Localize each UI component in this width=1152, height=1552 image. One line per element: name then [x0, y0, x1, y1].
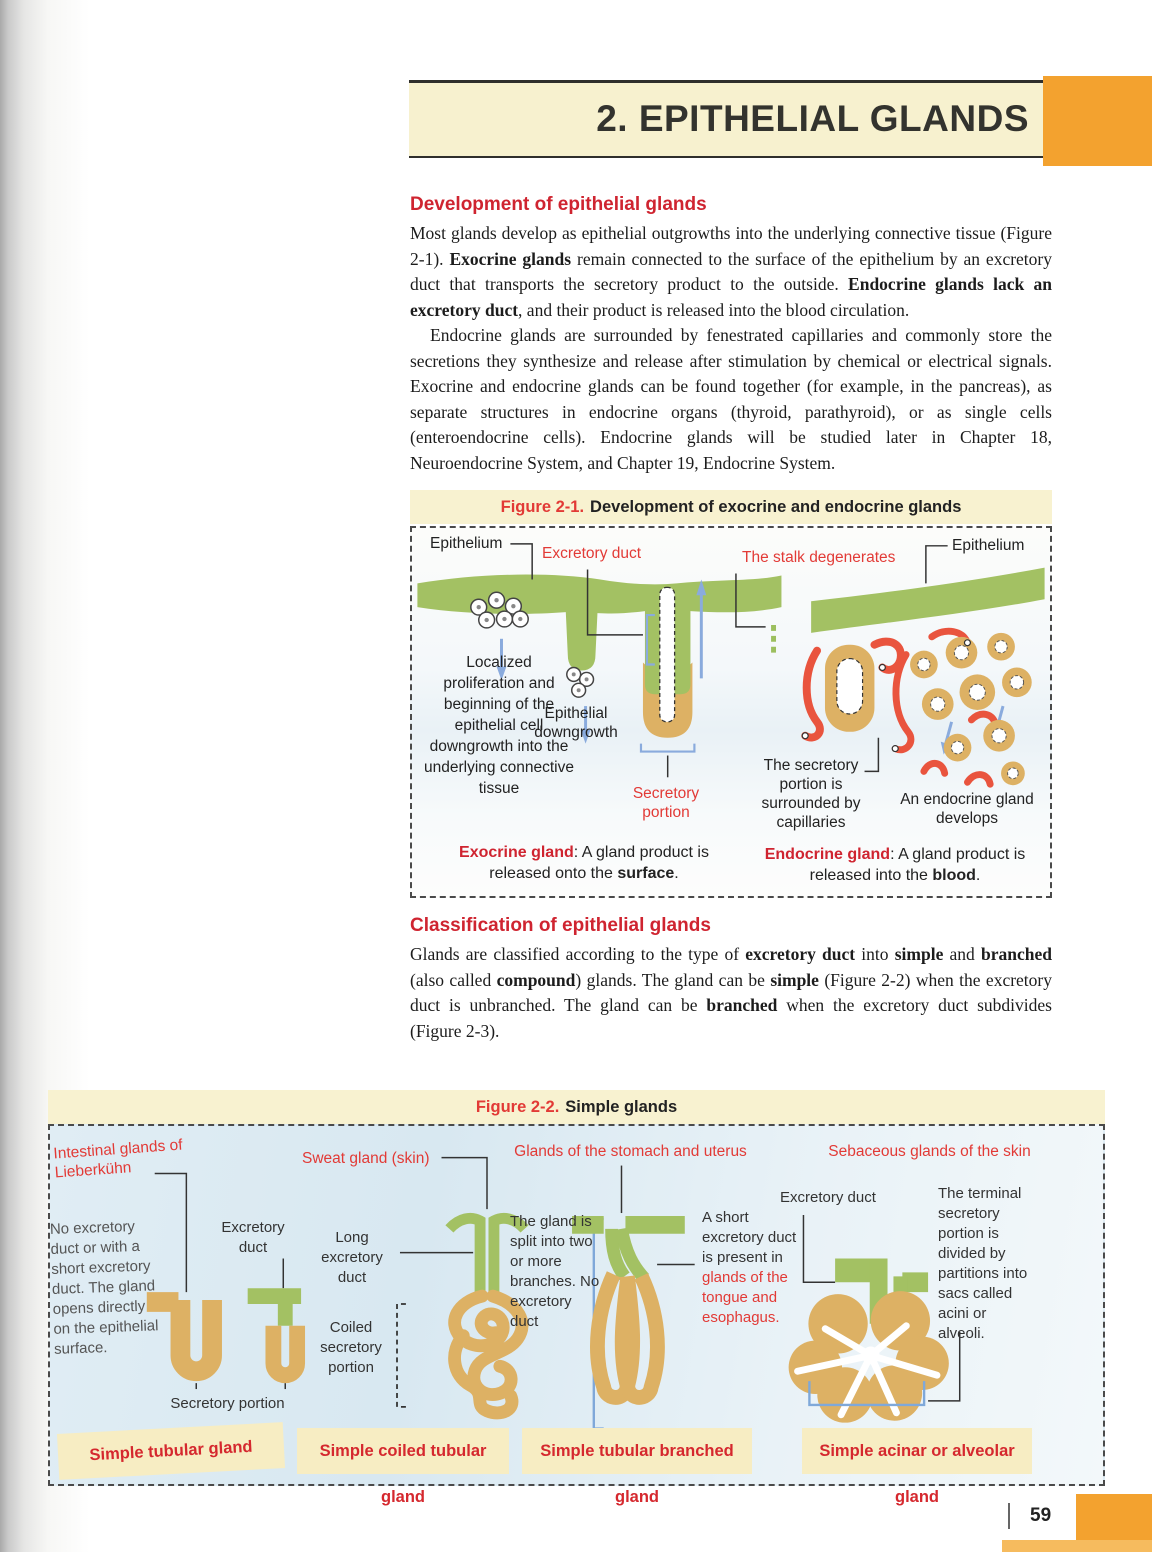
paragraph-development-1: Most glands develop as epithelial outgrowths into the underlying connective tissue (Figure 2-1). Exocrine glands remain connected to the surface of the epithelium by an excretory duct that transports the secretory product to the outside. Endocrine glands lack an excretory duct, and their product is released into the blood circulation.: [410, 223, 1053, 320]
dashed-bracket: [397, 1304, 406, 1407]
label-excretory-duct-1: Excretory duct: [221, 1219, 285, 1256]
label-excretory-duct-4: Excretory duct: [780, 1189, 876, 1206]
simple-acinar-gland-drawing: [789, 1259, 949, 1423]
label-epithelium-left: Epithelium: [430, 535, 503, 552]
note-terminal-secretory: The terminal secretory portion is divided by partitions into sacs called acini or alveoli.: [938, 1185, 1028, 1342]
label-stalk-degenerates: The stalk degenerates: [742, 549, 896, 566]
paragraph-classification: Glands are classified according to the type of excretory duct into simple and branched (also called compound) glands. The gland can be simple (Figure 2-2) when the excretory duct is unbranched. The gland can be branched when the excretory duct subdivides (Figure 2-3).: [410, 944, 1053, 1041]
section-heading-classification: Classification of epithelial glands: [410, 915, 711, 936]
label-excretory-duct: Excretory duct: [542, 545, 642, 562]
endocrine-gland-drawing: [774, 568, 1045, 786]
note-gland-split: The gland is split into two or more branches. No excretory duct: [510, 1213, 600, 1330]
figure-2-1-title: [410, 490, 1052, 524]
page-number: 59: [1008, 1503, 1051, 1529]
label-sebaceous-glands: Sebaceous glands of the skin: [828, 1143, 1031, 1160]
label-stomach-uterus-glands: Glands of the stomach and uterus: [514, 1143, 747, 1160]
figure-2-2-label: Figure 2-2.: [475, 1098, 560, 1116]
simple-coiled-tubular-gland-drawing: [397, 1218, 525, 1413]
paragraph-development-2: Endocrine glands are surrounded by fenestrated capillaries and commonly store the secretions they synthesize and release after stimulation by chemical or electrical signals. Exocrine and endocrine glands can be found together (for example, in the pancreas), as separate structures in endocrine organs (thyroid, parathyroid), or as single cells (enteroendocrine cells). Endocrine glands will be studied later in Chapter 18, Neuroendocrine System, and Chapter 19, Endocrine System.: [410, 325, 1052, 473]
label-secretory-portion-1: Secretory portion: [170, 1395, 285, 1412]
label-long-excretory-duct: Long excretory duct: [321, 1229, 383, 1286]
simple-tubular-gland-drawing: [147, 1296, 301, 1375]
figure-2-1: [410, 490, 1052, 898]
figure-2-2-title: [48, 1090, 1105, 1124]
section-heading-development: Development of epithelial glands: [410, 194, 707, 215]
note-short-duct-tongue: A short excretory duct is present in glands of the tongue and esophagus.: [702, 1209, 797, 1326]
figure-2-2-panel: [48, 1124, 1105, 1506]
label-localized-proliferation: Localized proliferation and beginning of the epithelial cell downgrowth into the underlying connective tissue: [424, 654, 574, 797]
figure-2-2: [48, 1090, 1105, 1506]
label-coiled-secretory-portion: Coiled secretory portion: [320, 1319, 382, 1376]
caption-simple-tubular-branched: Simple tubular branched gland: [522, 1428, 752, 1474]
caption-endocrine-gland: Endocrine gland: A gland product is released into the blood.: [764, 846, 1026, 884]
note-no-excretory-duct: No excretory duct or with a short excretory duct. The gland opens directly on the epithelial surface.: [49, 1218, 159, 1358]
label-sweat-gland: Sweat gland (skin): [302, 1150, 430, 1167]
label-secretory-portion: Secretory portion: [632, 785, 700, 821]
label-epithelial-downgrowth: Epithelial downgrowth: [534, 705, 618, 741]
epithelium-band-right: [811, 568, 1044, 633]
figure-2-2-caption: Simple glands: [565, 1098, 678, 1116]
main-column: [410, 194, 1052, 1044]
label-surrounded-by-capillaries: The secretory portion is surrounded by capillaries: [761, 757, 861, 831]
chapter-title-band: [409, 80, 1043, 158]
caption-simple-coiled-tubular: Simple coiled tubular gland: [297, 1428, 509, 1474]
caption-simple-tubular: Simple tubular gland: [57, 1422, 285, 1480]
caption-simple-acinar: Simple acinar or alveolar gland: [802, 1428, 1032, 1474]
figure-2-1-label: Figure 2-1.: [500, 498, 585, 516]
orange-footer-block: [1076, 1494, 1152, 1544]
orange-footer-strip: [1002, 1540, 1152, 1552]
label-epithelium-right: Epithelium: [952, 537, 1025, 554]
label-endocrine-develops: An endocrine gland develops: [900, 791, 1034, 827]
figure-2-1-caption: Development of exocrine and endocrine glands: [590, 498, 962, 516]
caption-exocrine-gland: Exocrine gland: A gland product is released onto the surface.: [459, 844, 709, 882]
figure-2-1-panel: [410, 526, 1052, 898]
label-intestinal-glands: Intestinal glands of Lieberkühn: [52, 1136, 184, 1182]
orange-corner-block: [1043, 76, 1152, 166]
page-title: 2. EPITHELIAL GLANDS: [596, 98, 1029, 139]
